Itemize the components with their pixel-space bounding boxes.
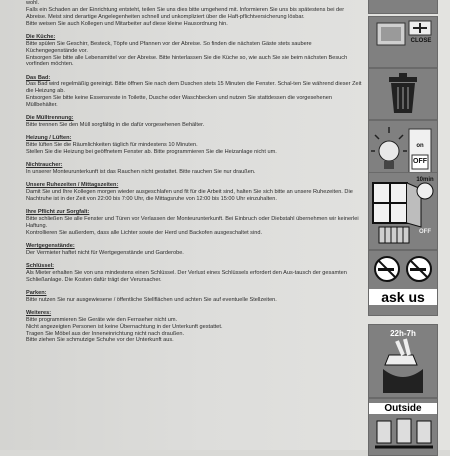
rule-section bbox=[26, 310, 364, 345]
section-body: Bitte trennen Sie den Müll sorgfältig in die dafür vorgesehenen Behälter. bbox=[26, 122, 205, 129]
section-heading: Heizung / Lüften: bbox=[26, 135, 72, 142]
section-body: Als Mieter erhalten Sie von uns mindestens einen Schlüssel. Der Verlust eines Schlüssels erfordert den Aus-tausch der gesamten Schließanlage. Die Kosten dafür trägt der Verursacher. bbox=[26, 269, 347, 283]
no-smoking-icon bbox=[369, 251, 437, 291]
section-body: In unserer Monteurunterkunft ist das Rauchen nicht gestattet. Bitte rauchen Sie nur draußen. bbox=[26, 169, 256, 176]
rule-section bbox=[26, 135, 364, 156]
window-heater-icon bbox=[369, 173, 437, 249]
section-heading: Das Bad: bbox=[26, 74, 51, 81]
section-heading: Ihre Pflicht zur Sorgfalt: bbox=[26, 209, 90, 216]
section-body: Bitte spülen Sie Geschirr, Besteck, Töpfe und Pfannen vor der Abreise. So finden die nächsten Gäste stets saubere Küchengegenstände vor. Entsorgen Sie bitte alle Lebensmittel vor der Abreise. Bitte hinterlassen Sie die Küche so, wie auch Sie sie beim nächsten Besuch vorfinden möchten. bbox=[26, 40, 348, 68]
section-body: Bitte programmieren Sie Geräte wie den Fernseher nicht um. Nicht angezeigten Personen ist keine Übernachtung in der Unterkunft gestattet. Tragen Sie Möbel aus der Inneneinrichtung nicht nach draußen. Bitte ziehen Sie schmutzige Schuhe vor der Unterkunft aus. bbox=[26, 316, 223, 344]
ventilation-panel bbox=[368, 172, 438, 250]
close-label: CLOSE bbox=[410, 38, 432, 44]
close-tap-panel bbox=[368, 16, 438, 68]
section-heading: Weiteres: bbox=[26, 309, 52, 316]
off-label: OFF bbox=[413, 158, 427, 165]
top-partial-panel bbox=[368, 0, 438, 14]
no-smoking-panel bbox=[368, 250, 438, 316]
section-body: Das Bad wird regelmäßig gereinigt. Bitte öffnen Sie nach dem Duschen stets 15 Minuten die Fenster. Schal-ten Sie während dieser Zeit die Heizung ab. Entsorgen Sie bitte keine Essensreste in Toilette, Dusche oder Waschbecken und nutzen Sie stattdessen die vorgesehenen Müllbehälter. bbox=[26, 81, 362, 109]
section-body: Damit Sie und Ihre Kollegen morgen wieder ausgeschlafen und fit für die Arbeit sind, halten Sie sich bitte an unsere Ruhezeiten. Die Nachtruhe ist in der Zeit von 22:00 bis 7:00 Uhr, die Mittagsruhe von 12:00 bis 15:00 Uhr einzuhalten. bbox=[26, 189, 353, 202]
rule-section bbox=[26, 290, 364, 304]
section-heading: Nichtraucher: bbox=[26, 162, 63, 169]
house-rules-text bbox=[26, 0, 364, 351]
section-heading: Parken: bbox=[26, 289, 47, 296]
section-heading: Unsere Ruhezeiten / Mittagszeiten: bbox=[26, 182, 119, 189]
quiet-time-label: 22h-7h bbox=[390, 329, 416, 338]
heat-off-label: OFF bbox=[419, 229, 431, 235]
section-body: Bitte lüften Sie die Räumlichkeiten täglich für mindestens 10 Minuten. Stellen Sie die Heizung bei geöffnetem Fenster ab. Bitte programmieren Sie die Heizanlage nicht um. bbox=[26, 142, 277, 156]
rule-section bbox=[26, 75, 364, 110]
rule-section bbox=[26, 182, 364, 203]
rule-section bbox=[26, 34, 364, 69]
rule-section bbox=[26, 263, 364, 284]
timer-label: 10min bbox=[416, 177, 434, 183]
ask-us-label: ask us bbox=[369, 289, 437, 305]
rule-section bbox=[26, 162, 364, 176]
section-heading: Wertgegenstände: bbox=[26, 242, 75, 249]
rules-sections bbox=[26, 34, 364, 345]
section-body: Der Vermieter haftet nicht für Wertgegenstände und Garderobe. bbox=[26, 249, 184, 256]
icon-column bbox=[364, 0, 440, 450]
section-heading: Die Küche: bbox=[26, 33, 56, 40]
trash-panel bbox=[368, 68, 438, 120]
section-heading: Schlüssel: bbox=[26, 262, 54, 269]
section-body: Bitte nutzen Sie nur ausgewiesene / öffentliche Stellflächen und achten Sie auf eventuelle Stellzeiten. bbox=[26, 296, 277, 303]
section-heading: Die Mülltrennung: bbox=[26, 115, 74, 122]
rule-section bbox=[26, 209, 364, 237]
rule-section bbox=[26, 243, 364, 257]
section-body: Bitte schließen Sie alle Fenster und Türen vor Verlassen der Monteurunterkunft. Bei Einbruch oder Diebstahl übernehmen wir keinerlei Haftung. Kontrollieren Sie außerdem, dass alle Lichter sowie der Herd und Backofen ausgeschaltet sind. bbox=[26, 215, 359, 236]
outside-panel bbox=[368, 398, 438, 456]
trash-bin-icon bbox=[369, 69, 437, 119]
quiet-hours-panel bbox=[368, 324, 438, 398]
intro-paragraph: wohl. Falls ein Schaden an der Einrichtung entsteht, teilen Sie uns dies bitte umgehend mit. Informieren Sie uns bis spätestens bei der Abreise. Meist sind derartige Angelegenheiten schnell und unkompliziert über die Haft-pflichtversicherung lösbar. Bitte weisen Sie auch Kollegen und Mitarbeiter auf diese kleine Hausordnung hin. bbox=[26, 0, 345, 27]
outside-label: Outside bbox=[369, 403, 437, 414]
rule-section bbox=[26, 115, 364, 129]
on-label: on bbox=[416, 143, 424, 149]
